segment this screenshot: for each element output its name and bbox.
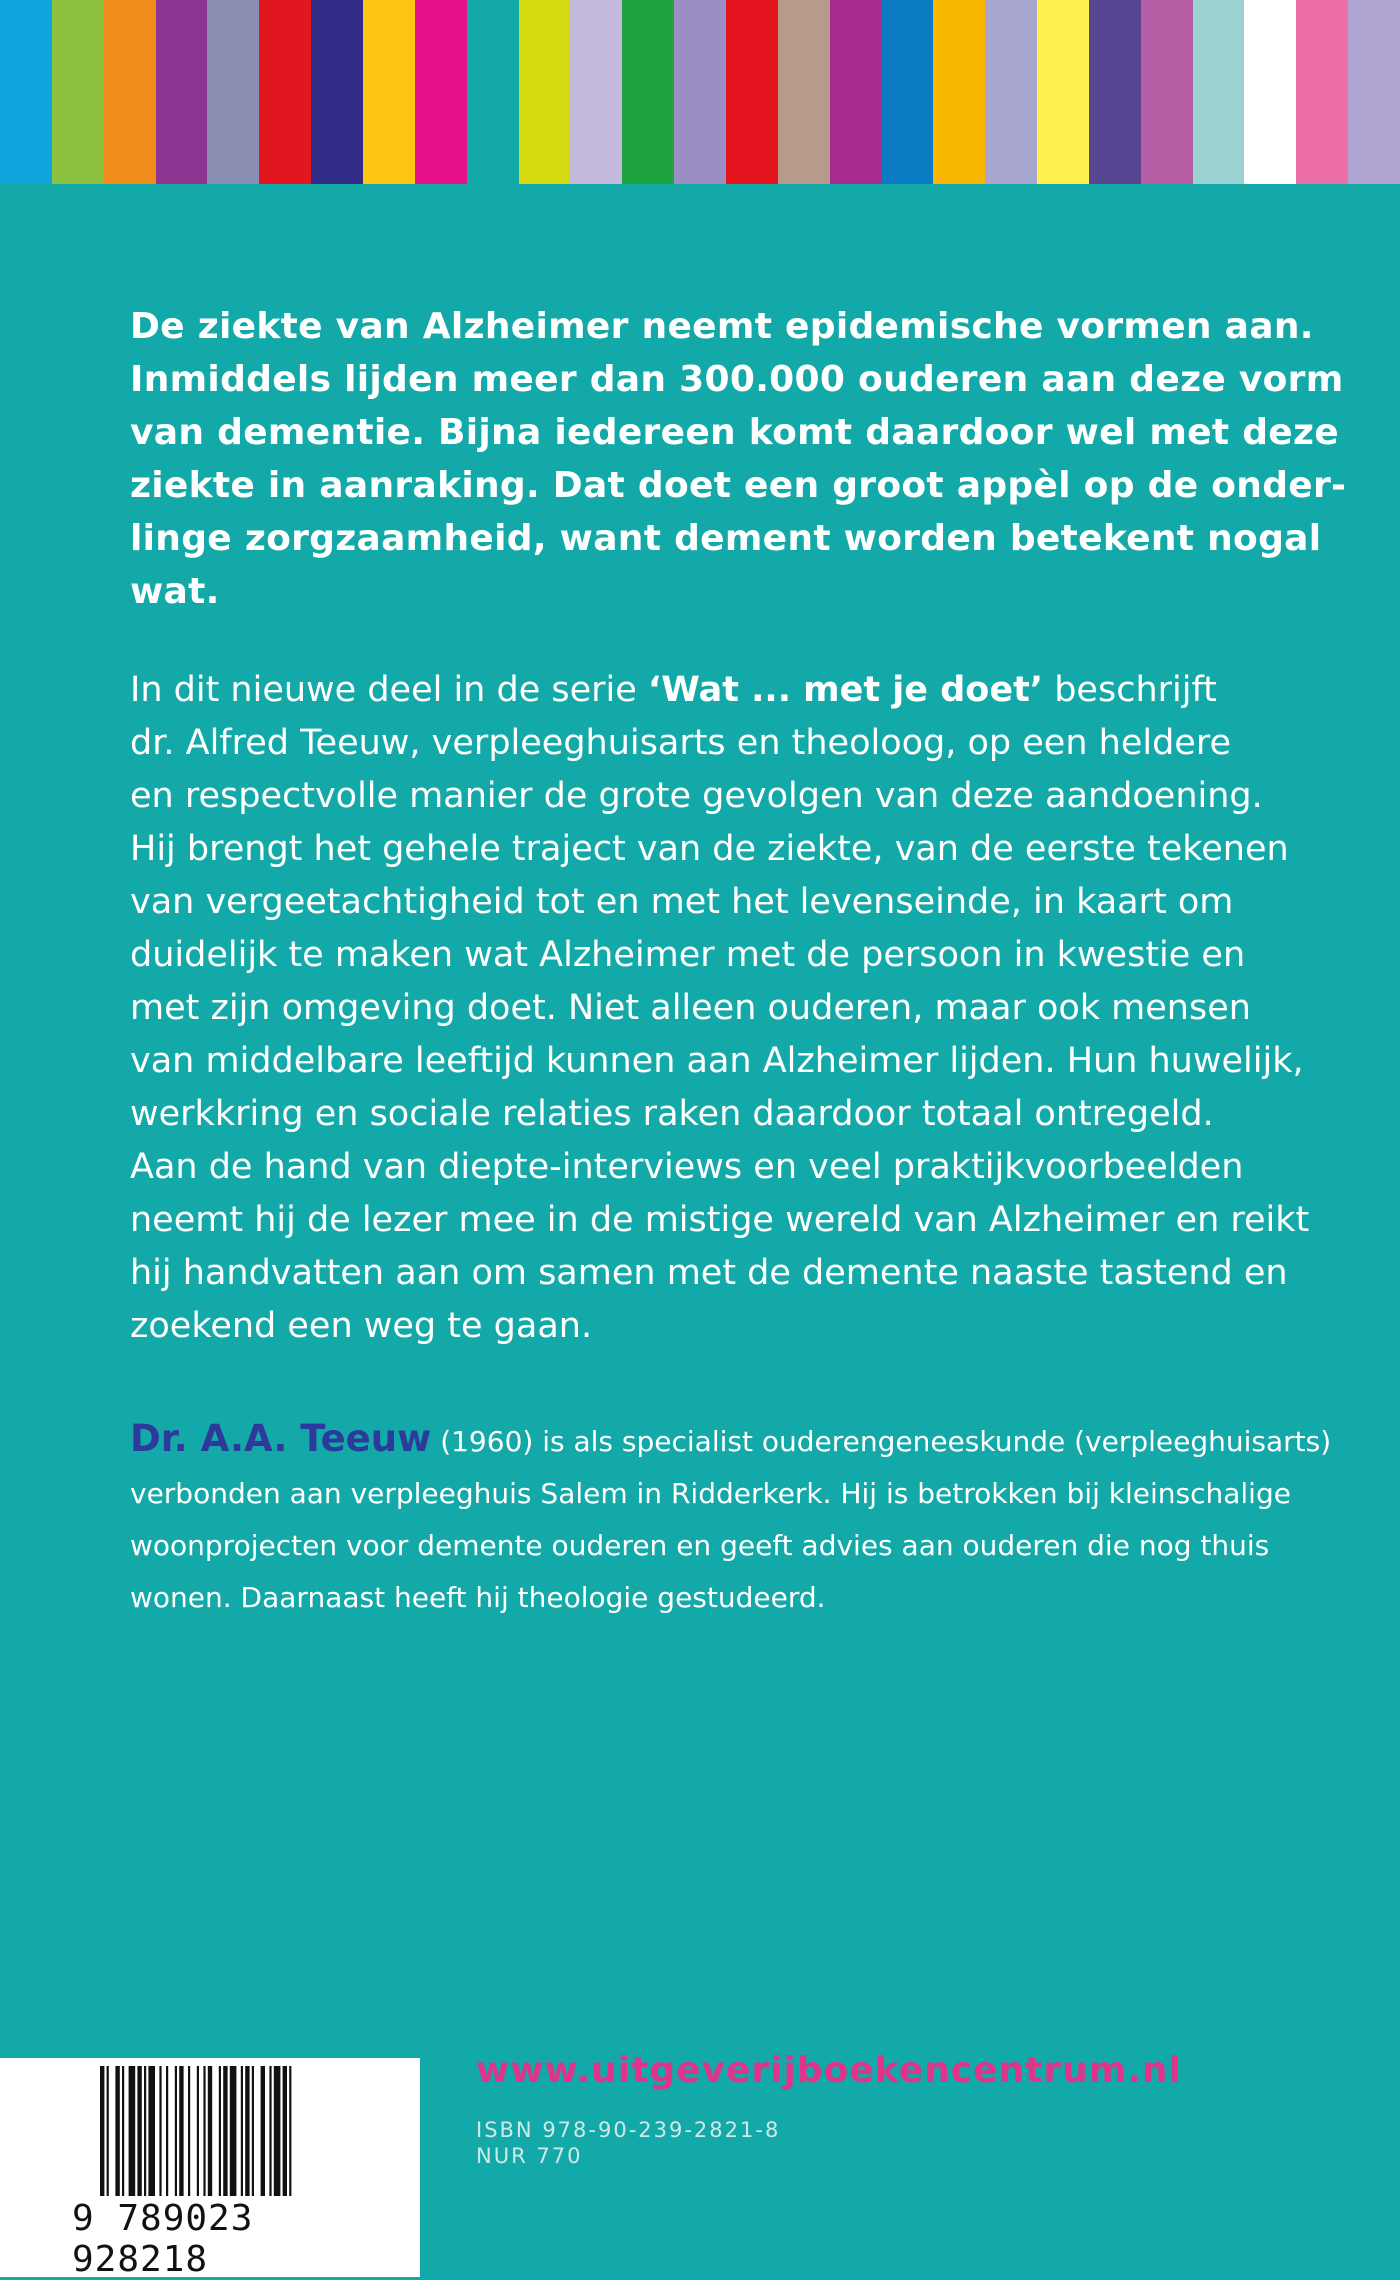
color-stripe [519,0,571,184]
author-name: Dr. A.A. Teeuw [130,1417,432,1460]
color-stripe [933,0,985,184]
color-stripe [622,0,674,184]
barcode-number: 9 789023 928218 [72,2198,254,2280]
color-stripe [1037,0,1089,184]
barcode [0,2058,420,2280]
color-stripe [1193,0,1245,184]
color-stripe [1296,0,1348,184]
color-stripe [415,0,467,184]
color-stripe [363,0,415,184]
color-stripe [674,0,726,184]
color-stripe [985,0,1037,184]
color-stripe [1089,0,1141,184]
color-stripe [104,0,156,184]
color-stripe [207,0,259,184]
color-stripe [881,0,933,184]
publisher-website-link[interactable]: www.uitgeverijboekencentrum.nl [476,2050,1182,2091]
color-stripe [1244,0,1296,184]
color-stripe [259,0,311,184]
series-title: ‘Wat ... met je doet’ [647,670,1044,710]
color-stripe [156,0,208,184]
back-cover-text [130,300,1350,1624]
color-stripe [0,0,52,184]
color-stripe [726,0,778,184]
color-stripe [570,0,622,184]
color-stripes-banner [0,0,1400,184]
author-bio-text: (1960) is als specialist ouderengeneeskunde (verpleeghuisarts) verbonden aan verpleeghuis Salem in Ridderkerk. Hij is betrokken bij kleinschalige woonprojecten voor demente ouderen en geeft advies aan ouderen die nog thuis wonen. Daarnaast heeft hij theologie gestudeerd. [130,1425,1332,1614]
nur-text: NUR 770 [476,2144,583,2168]
color-stripe [52,0,104,184]
color-stripe [1348,0,1400,184]
description-paragraph [130,664,1350,1353]
description-rest: beschrijft dr. Alfred Teeuw, verpleeghuisarts en theoloog, op een heldere en respectvolle manier de grote gevolgen van deze aandoening. Hij brengt het gehele traject van de ziekte, van de eerste tekenen van vergeetachtigheid tot en met het levenseinde, in kaart om duidelijk te maken wat Alzheimer met de persoon in kwestie en met zijn omgeving doet. Niet alleen ouderen, maar ook mensen van middelbare leeftijd kunnen aan Alzheimer lijden. Hun huwelijk, werkkring en sociale relaties raken daardoor totaal ontregeld. Aan de hand van diepte-interviews en veel praktijkvoorbeelden neemt hij de lezer mee in de mistige wereld van Alzheimer en reikt hij handvatten aan om samen met de demente naaste tastend en zoekend een weg te gaan. [130,670,1310,1346]
author-bio [130,1413,1350,1624]
description-lead: In dit nieuwe deel in de serie [130,670,648,710]
color-stripe [467,0,519,184]
color-stripe [1141,0,1193,184]
color-stripe [778,0,830,184]
color-stripe [311,0,363,184]
barcode-icon [100,2066,380,2204]
isbn-text: ISBN 978-90-239-2821-8 [476,2118,781,2142]
intro-paragraph: De ziekte van Alzheimer neemt epidemische vormen aan. Inmiddels lijden meer dan 300.000 ouderen aan deze vorm van dementie. Bijna iedereen komt daardoor wel met deze ziekte in aanraking. Dat doet een groot appèl op de onder- linge zorgzaamheid, want dement worden betekent nogal wat. [130,306,1347,612]
color-stripe [830,0,882,184]
